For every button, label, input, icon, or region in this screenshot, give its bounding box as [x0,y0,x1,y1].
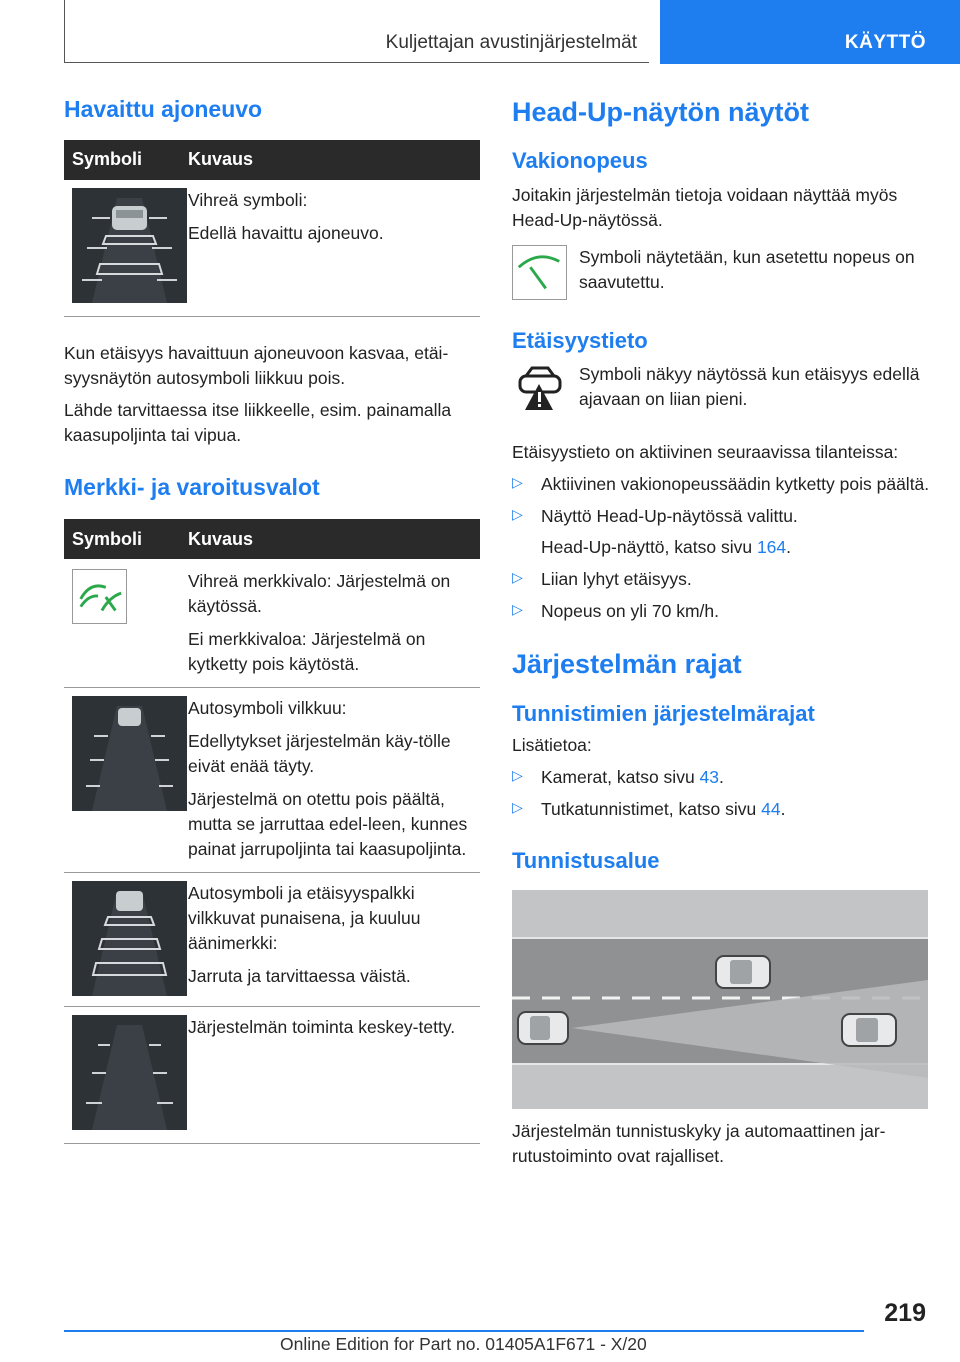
page-link-164[interactable]: 164 [756,537,787,558]
para-hud-info: Joitakin järjestelmän tietoja voidaan näyttää myös Head-Up-näytössä. [512,184,898,230]
heading-system-limits: Järjestelmän rajat [512,649,742,680]
subheading-cruise-speed: Vakionopeus [512,148,648,174]
table-row [64,180,480,317]
right-column [512,96,932,1169]
desc-line: Edellä havaittu ajoneuvo. [188,222,384,243]
bullet-text: Näyttö Head-Up-näytössä valittu. [541,506,798,527]
subheading-distance-info: Etäisyystieto [512,327,648,353]
tab-label: KÄYTTÖ [844,32,926,53]
heading-signals: Merkki- ja varoitusvalot [64,473,320,500]
col-desc-header: Kuvaus [188,528,254,549]
page-number: 219 [884,1299,926,1327]
interrupted-lane-image [72,1015,187,1130]
desc-line: Autosymboli vilkkuu: [188,698,347,719]
car-front-left-icon [518,1012,568,1044]
desc-line: Vihreä symboli: [188,189,308,210]
table-row [64,688,480,873]
distance-warning-icon [512,362,567,417]
footer-edition: Online Edition for Part no. 01405A1F671 - X/20 [280,1334,647,1354]
detected-car-lane-image [72,188,187,303]
speed-symbol-text: Symboli näytetään, kun asetettu nopeus on saavutettu. [579,246,915,292]
heading-hud: Head-Up-näytön näytöt [512,97,809,127]
bullet-text: Nopeus on yli 70 km/h. [541,601,720,622]
desc-line: Ei merkkivaloa: Järjestelmä on kytketty pois käytöstä. [188,629,426,675]
list-item [512,504,932,560]
table-signals [64,519,480,1144]
para-distance-grows: Kun etäisyys havaittuun ajoneuvoon kasvaa, etäi-syysnäytön autosymboli liikkuu pois. [64,342,449,388]
list-item [512,599,932,624]
col-desc-header: Kuvaus [188,149,254,170]
desc-line: Edellytykset järjestelmän käy-tölle eivät enää täyty. [188,731,451,777]
car-ahead-right-icon [842,1014,896,1046]
desc-line: Vihreä merkkivalo: Järjestelmä on käytössä. [188,571,451,617]
bullet-triangle-icon: ▷ [512,506,523,523]
subheading-sensor-limits: Tunnistimien järjestelmärajat [512,700,815,726]
bullet-triangle-icon: ▷ [512,474,523,491]
header-section-box [64,0,649,63]
distance-symbol-row [512,362,932,422]
section-title: Kuljettajan avustinjärjestelmät [385,32,637,53]
bullet-triangle-icon: ▷ [512,766,523,783]
speed-symbol-row [512,245,932,300]
col-symbol-header: Symboli [72,528,143,549]
footer-rule [64,1330,864,1332]
heading-detected-vehicle: Havaittu ajoneuvo [64,96,263,122]
para-detection-limits: Järjestelmän tunnistuskyky ja automaattinen jar-rutustoiminto ovat rajalliset. [512,1121,886,1167]
more-info-label: Lisätietoa: [512,734,592,755]
page-link-44[interactable]: 44 [761,798,781,819]
bullet-text: Tutkatunnistimet, katso sivu 44. [541,798,786,819]
table-header [64,519,480,559]
table-header [64,140,480,180]
flashing-car-lane-image [72,696,187,811]
bullet-text: Liian lyhyt etäisyys. [541,569,692,590]
desc-line: Autosymboli ja etäisyyspalkki vilkkuvat punaisena, ja kuuluu äänimerkki: [188,883,421,954]
table-row [64,559,480,688]
speed-reached-icon [512,245,567,300]
bullet-triangle-icon: ▷ [512,798,523,815]
bullet-text: Aktiivinen vakionopeussäädin kytketty pois päältä. [541,474,930,495]
left-column [64,96,480,1144]
bullet-triangle-icon: ▷ [512,569,523,586]
subheading-detection-area: Tunnistusalue [512,847,660,873]
list-item [512,472,932,497]
ref-suffix: . [786,537,792,558]
table-row [64,1007,480,1144]
detection-area-diagram [512,890,928,1109]
bullet-text: Kamerat, katso sivu 43. [541,766,724,787]
list-item [512,797,932,822]
list-item [512,567,932,592]
desc-line: Järjestelmän toiminta keskey-tetty. [188,1017,456,1038]
list-item [512,765,932,790]
table-row [64,873,480,1007]
bullet-triangle-icon: ▷ [512,601,523,618]
ref-prefix: Head-Up-näyttö, katso sivu [541,537,757,558]
page-link-43[interactable]: 43 [699,766,720,787]
header-tab[interactable] [660,0,960,64]
table-detected-vehicle [64,140,480,317]
green-indicator-icon [72,569,127,624]
desc-line: Järjestelmä on otettu pois päältä, mutta se jarruttaa edel-leen, kunnes painat jarrupoljinta tai kaasupoljinta. [188,789,468,860]
desc-line: Jarruta ja tarvittaessa väistä. [188,966,411,987]
para-drive-off: Lähde tarvittaessa itse liikkeelle, esim. painamalla kaasupoljinta tai vipua. [64,399,452,445]
distance-bar-lane-image [72,881,187,996]
para-distance-active: Etäisyystieto on aktiivinen seuraavissa tilanteissa: [512,442,899,463]
distance-symbol-text: Symboli näkyy näytössä kun etäisyys edellä ajavaan on liian pieni. [579,364,920,410]
col-symbol-header: Symboli [72,149,143,170]
car-ahead-center-icon [716,956,770,988]
hud-reference [541,535,798,560]
